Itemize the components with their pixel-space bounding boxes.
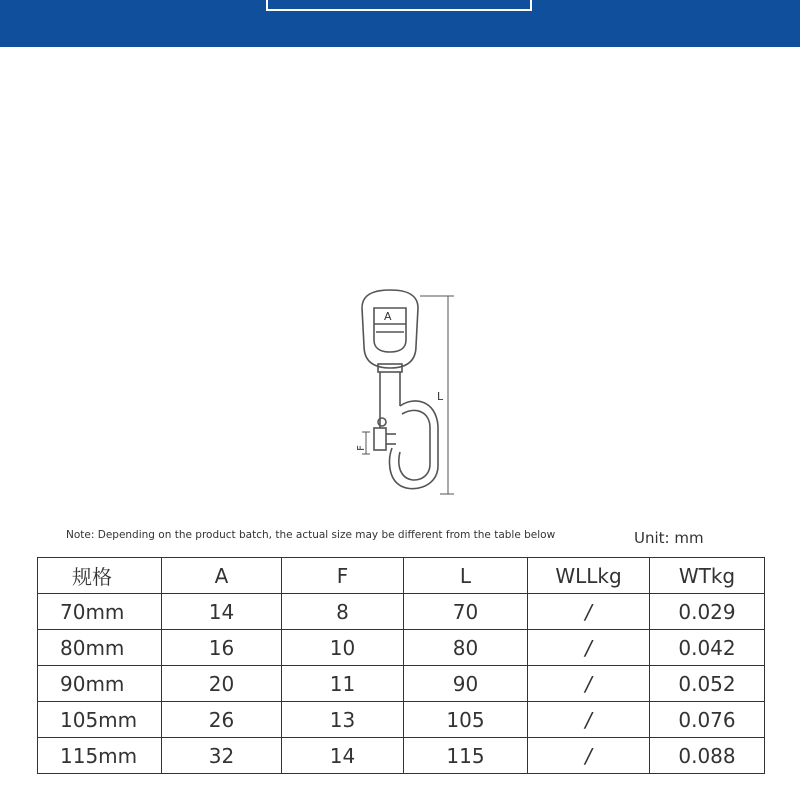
header-a: A: [162, 558, 282, 594]
table-row: [38, 594, 765, 630]
banner-title-frame: [266, 0, 532, 11]
cell-wll: /: [528, 594, 650, 630]
cell-f: 11: [282, 666, 404, 702]
cell-f: 14: [282, 738, 404, 774]
cell-f: 13: [282, 702, 404, 738]
header-l: L: [404, 558, 528, 594]
cell-wt: 0.076: [650, 702, 765, 738]
cell-f: 10: [282, 630, 404, 666]
cell-a: 26: [162, 702, 282, 738]
header-spec: 规格: [38, 558, 162, 594]
header-wll: WLLkg: [528, 558, 650, 594]
cell-wt: 0.042: [650, 630, 765, 666]
cell-a: 32: [162, 738, 282, 774]
size-note: Note: Depending on the product batch, the actual size may be different from the table below: [66, 529, 556, 541]
cell-spec: 105mm: [38, 702, 162, 738]
cell-l: 90: [404, 666, 528, 702]
snap-hook-drawing: [340, 288, 470, 503]
dim-label-f: F: [356, 445, 367, 451]
cell-spec: 70mm: [38, 594, 162, 630]
header-f: F: [282, 558, 404, 594]
cell-a: 20: [162, 666, 282, 702]
table-row: [38, 738, 765, 774]
table-header-row: [38, 558, 765, 594]
cell-l: 115: [404, 738, 528, 774]
cell-spec: 115mm: [38, 738, 162, 774]
cell-spec: 90mm: [38, 666, 162, 702]
top-banner: [0, 0, 800, 47]
cell-wt: 0.088: [650, 738, 765, 774]
dim-label-a: A: [384, 310, 392, 323]
cell-f: 8: [282, 594, 404, 630]
cell-l: 80: [404, 630, 528, 666]
cell-l: 70: [404, 594, 528, 630]
cell-wll: /: [528, 666, 650, 702]
table-row: [38, 702, 765, 738]
dim-label-l: L: [437, 390, 444, 403]
table-row: [38, 630, 765, 666]
unit-label: Unit: mm: [634, 529, 704, 547]
cell-spec: 80mm: [38, 630, 162, 666]
cell-a: 16: [162, 630, 282, 666]
cell-l: 105: [404, 702, 528, 738]
cell-wt: 0.052: [650, 666, 765, 702]
spec-table: [37, 557, 765, 774]
cell-wt: 0.029: [650, 594, 765, 630]
swivel-eye-outline: [362, 290, 418, 368]
header-wt: WTkg: [650, 558, 765, 594]
cell-wll: /: [528, 702, 650, 738]
cell-wll: /: [528, 738, 650, 774]
cell-a: 14: [162, 594, 282, 630]
cell-wll: /: [528, 630, 650, 666]
table-row: [38, 666, 765, 702]
